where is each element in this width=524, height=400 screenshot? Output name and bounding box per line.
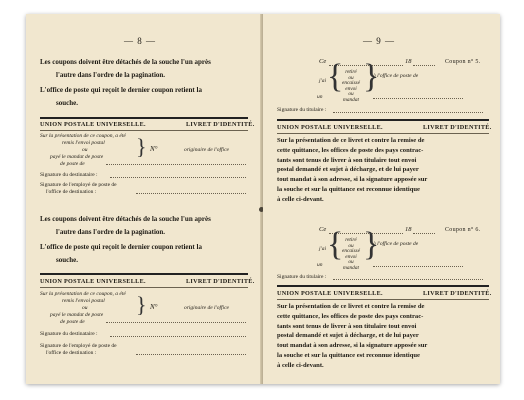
brace-icon: { (327, 58, 344, 95)
brace-icon: } (136, 134, 147, 159)
form-line-a-2: Sur la présentation de ce coupon, a été (40, 291, 126, 297)
rule-thin (277, 133, 489, 134)
form-line-c-2: ou (82, 305, 88, 311)
dotted-line (136, 354, 246, 355)
holder-signature-label: Signature du titulaire : (277, 107, 327, 113)
brace-icon: } (363, 58, 380, 95)
form-header-right-2: LIVRET D'IDENTITÉ. (186, 278, 255, 285)
coupon-ce: Ce (319, 58, 327, 65)
form-header-left: UNION POSTALE UNIVERSELLE. (40, 121, 146, 128)
form-header-right: LIVRET D'IDENTITÉ. (186, 121, 255, 128)
left-page (26, 14, 262, 384)
para-line: tout mandat à son adresse, si la signature apposée sur (277, 342, 428, 350)
instruction-line-1b: Les coupons doivent être détachés de la souche l'un après (40, 215, 211, 223)
para-line: cette quittance, les offices de poste des pays contrac- (277, 146, 424, 154)
dotted-line (413, 233, 435, 234)
coupon-5-label: Coupon n° 5. (445, 59, 481, 65)
employee-signature-label-1: Signature de l'employé de poste de (40, 182, 117, 188)
form-line-b-2: remis l'envoi postal (62, 298, 105, 304)
recipient-signature-label-2: Signature du destinataire : (40, 331, 98, 337)
para-line: tout mandat à son adresse, si la signature apposée sur (277, 176, 428, 184)
form-header-left-2: UNION POSTALE UNIVERSELLE. (40, 278, 146, 285)
form-no-label-2: N° (150, 303, 158, 311)
coupon-year: 18 (405, 58, 412, 65)
dotted-line (110, 177, 246, 178)
para-line: cette quittance, les offices de poste des pays contrac- (277, 312, 424, 320)
page-number-8: — 8 — (124, 36, 156, 46)
dotted-line (110, 336, 246, 337)
form-line-c: ou (82, 147, 88, 153)
para-line: tants sont tenus de livrer à son titulaire tout envoi (277, 156, 417, 164)
instruction-line-1: Les coupons doivent être détachés de la souche l'un après (40, 58, 211, 66)
dotted-line (333, 279, 483, 280)
page-number-9: — 9 — (363, 36, 395, 46)
instruction-line-3b: L'office de poste qui reçoit le dernier coupon retient la (40, 243, 202, 251)
dotted-line (413, 65, 435, 66)
recipient-signature-label: Signature du destinataire : (40, 172, 98, 178)
form-line-e: de poste de (60, 161, 85, 167)
para-line: à celle ci-devant. (277, 361, 324, 369)
employee-signature-label-1b: Signature de l'employé de poste de (40, 343, 117, 349)
coupon-un-2: un (317, 262, 323, 268)
para-line: Sur la présentation de ce livret et contre la remise de (277, 137, 425, 144)
para-line: Sur la présentation de ce livret et contre la remise de (277, 303, 425, 310)
para-line: postal demandé et sujet à décharge, et de lui payer (277, 166, 419, 174)
dotted-line (136, 193, 246, 194)
coupon-header-left-2: UNION POSTALE UNIVERSELLE. (277, 290, 383, 297)
right-page (263, 14, 500, 384)
employee-signature-label-2b: l'office de destination : (46, 350, 97, 356)
dotted-line (333, 112, 483, 113)
instruction-line-3: L'office de poste qui reçoit le dernier coupon retient la (40, 86, 202, 94)
para-line: à celle ci-devant. (277, 195, 324, 203)
employee-signature-label-2: l'office de destination : (46, 189, 97, 195)
form-origin-2: originaire de l'office (184, 305, 229, 311)
coupon-ce-2: Ce (319, 226, 327, 233)
brace-icon: } (136, 292, 147, 317)
coupon-6-label: Coupon n° 6. (445, 227, 481, 233)
para-line: postal demandé et sujet à décharge, et de lui payer (277, 332, 419, 340)
rule-thin (277, 299, 489, 300)
rule-thick (40, 117, 248, 119)
coupon-header-left: UNION POSTALE UNIVERSELLE. (277, 124, 383, 131)
open-booklet (26, 14, 500, 384)
rule-thick (277, 285, 489, 287)
coupon-options-2: retiré ou encaissé envoi ou mandat (342, 237, 360, 271)
coupon-office: à l'office de poste de (373, 73, 419, 79)
coupon-jai: j'ai (319, 78, 326, 84)
form-line-b: remis l'envoi postal (62, 140, 105, 146)
para-line: la souche et sur la quittance est reconnue identique (277, 185, 420, 193)
instruction-line-2b: l'autre dans l'ordre de la pagination. (56, 228, 166, 236)
rule-thick (40, 273, 248, 275)
coupon-options: retiré ou encaissé envoi ou mandat (342, 69, 360, 103)
coupon-jai-2: j'ai (319, 246, 326, 252)
instruction-line-4b: souche. (56, 256, 78, 264)
rule-thick (277, 119, 489, 121)
coupon-header-right-2: LIVRET D'IDENTITÉ. (423, 290, 492, 297)
coupon-un: un (317, 94, 323, 100)
coupon-paragraph-6 (277, 302, 489, 371)
dotted-line (106, 164, 246, 165)
holder-signature-label-2: Signature du titulaire : (277, 274, 327, 280)
form-line-a: Sur la présentation de ce coupon, a été (40, 133, 126, 139)
form-no-label: N° (150, 145, 158, 153)
rule-thin (40, 287, 248, 288)
para-line: tants sont tenus de livrer à son titulaire tout envoi (277, 322, 417, 330)
coupon-paragraph-5 (277, 136, 489, 205)
para-line: la souche et sur la quittance est reconnue identique (277, 351, 420, 359)
dotted-line (373, 266, 463, 267)
instruction-line-4: souche. (56, 99, 78, 107)
brace-icon: { (327, 226, 344, 263)
dotted-line (106, 322, 246, 323)
coupon-year-2: 18 (405, 226, 412, 233)
form-line-d: payé le mandat de poste (50, 154, 104, 160)
brace-icon: } (363, 226, 380, 263)
dotted-line (373, 98, 463, 99)
coupon-office-2: à l'office de poste de (373, 241, 419, 247)
rule-thin (40, 130, 248, 131)
form-line-d-2: payé le mandat de poste (50, 312, 104, 318)
coupon-header-right: LIVRET D'IDENTITÉ. (423, 124, 492, 131)
form-origin: originaire de l'office (184, 147, 229, 153)
instruction-line-2: l'autre dans l'ordre de la pagination. (56, 71, 166, 79)
form-line-e-2: de poste de (60, 319, 85, 325)
